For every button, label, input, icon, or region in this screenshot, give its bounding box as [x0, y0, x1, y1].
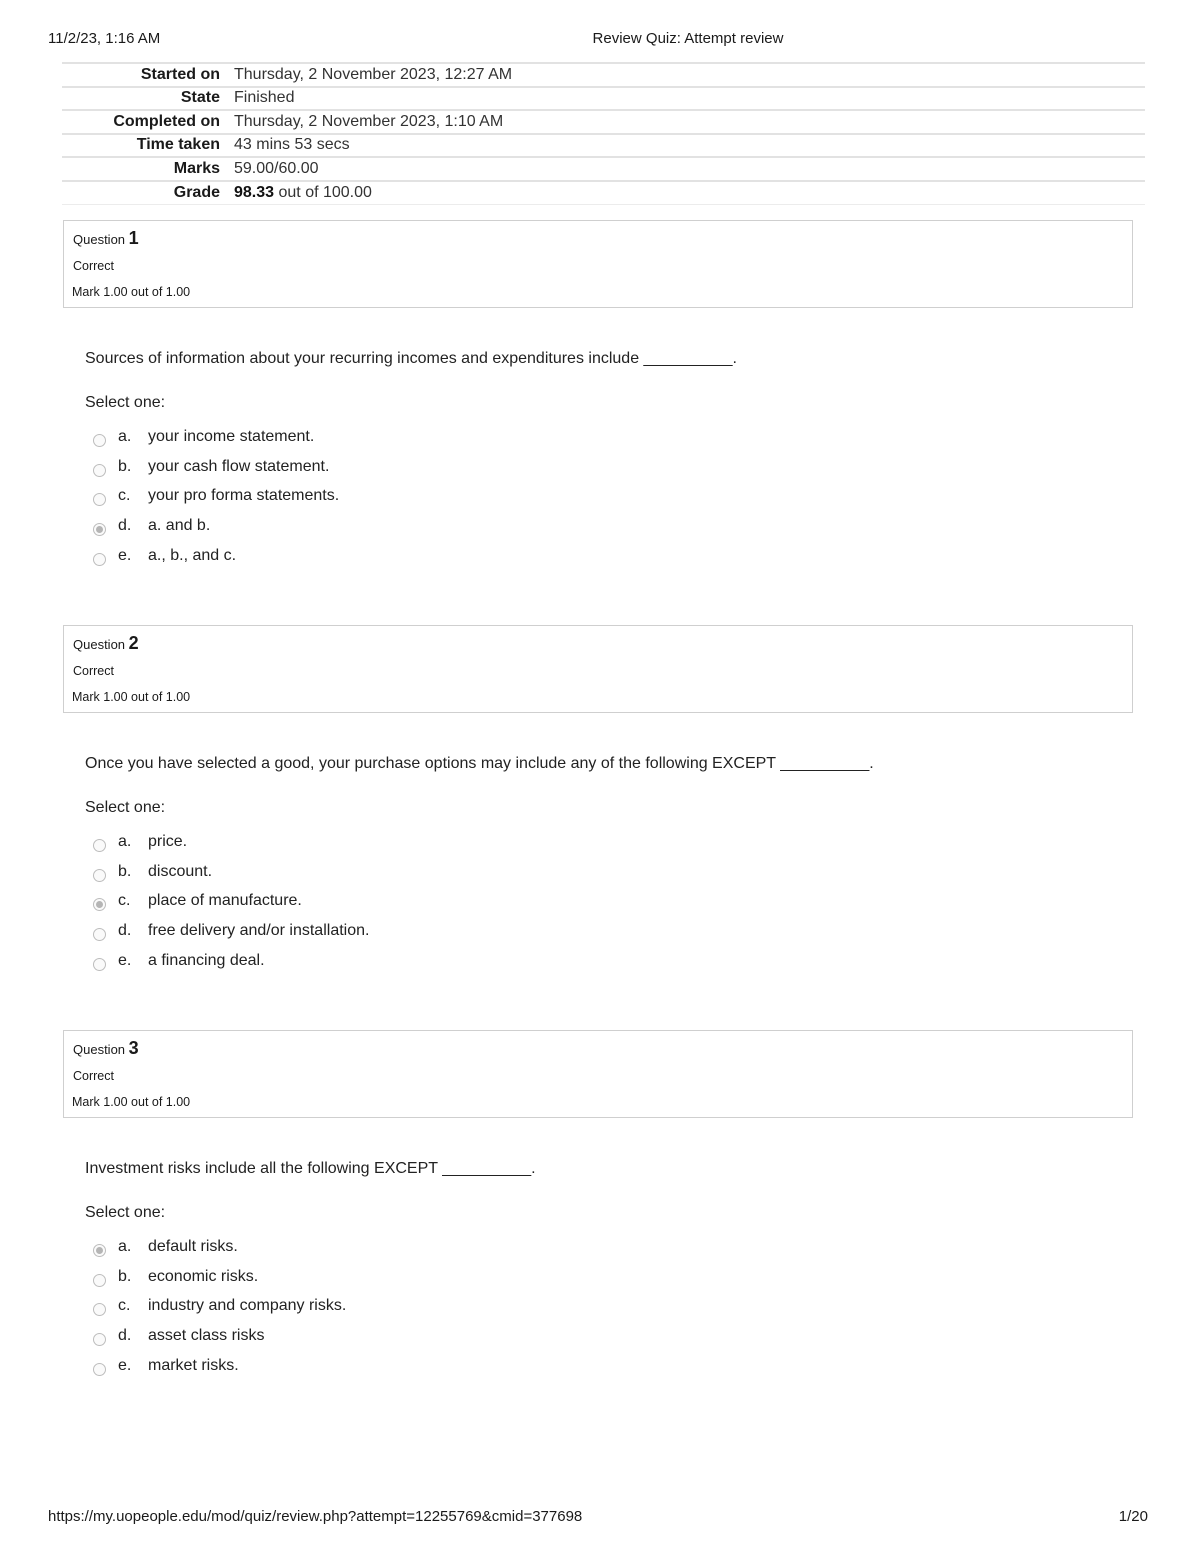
summary-value: Thursday, 2 November 2023, 1:10 AM	[234, 112, 504, 130]
answer-letter: b.	[118, 862, 132, 880]
question-1	[63, 220, 1200, 564]
answer-text: economic risks.	[148, 1267, 259, 1285]
question-state: Correct	[73, 1069, 114, 1083]
print-header	[0, 28, 1200, 50]
question-text: Investment risks include all the following EXCEPT __________.	[85, 1160, 536, 1177]
summary-value: Finished	[234, 89, 295, 107]
answer-letter: a.	[118, 1238, 132, 1255]
question-grade: Mark 1.00 out of 1.00	[72, 285, 191, 299]
radio-button[interactable]	[93, 1303, 106, 1316]
radio-button[interactable]	[93, 839, 106, 852]
radio-button-selected[interactable]	[93, 1244, 106, 1257]
summary-row-state	[62, 87, 1145, 111]
answer-list	[93, 1237, 693, 1385]
answer-text: a financing deal.	[148, 951, 265, 969]
answer-option[interactable]	[93, 486, 693, 516]
radio-button[interactable]	[93, 1274, 106, 1287]
select-prompt: Select one:	[85, 1204, 166, 1221]
answer-option[interactable]	[93, 1237, 693, 1267]
radio-button[interactable]	[93, 434, 106, 447]
radio-button[interactable]	[93, 493, 106, 506]
question-label: Question	[73, 232, 126, 247]
answer-letter: d.	[118, 517, 132, 535]
summary-row-grade	[62, 181, 1145, 205]
select-prompt: Select one:	[85, 394, 166, 411]
summary-label: Grade	[173, 183, 220, 201]
radio-button-selected[interactable]	[93, 523, 106, 536]
radio-button[interactable]	[93, 1333, 106, 1346]
answer-option[interactable]	[93, 457, 693, 487]
answer-option[interactable]	[93, 951, 693, 981]
answer-option[interactable]	[93, 516, 693, 546]
summary-row-time-taken	[62, 134, 1145, 158]
answer-option[interactable]	[93, 1326, 693, 1356]
radio-button[interactable]	[93, 928, 106, 941]
page-title: Review Quiz: Attempt review	[592, 30, 784, 47]
grade-score: 98.33	[234, 183, 275, 201]
summary-row-started	[62, 63, 1145, 87]
answer-text: default risks.	[148, 1238, 238, 1255]
answer-letter: c.	[118, 1297, 131, 1315]
answer-letter: c.	[118, 892, 131, 910]
answer-text: a., b., and c.	[148, 546, 237, 564]
answer-letter: e.	[118, 1356, 132, 1374]
answer-option[interactable]	[93, 862, 693, 892]
question-number	[73, 633, 139, 654]
radio-button[interactable]	[93, 553, 106, 566]
answer-letter: d.	[118, 1327, 132, 1345]
summary-label: Completed on	[113, 112, 220, 130]
summary-value: Thursday, 2 November 2023, 12:27 AM	[234, 65, 513, 83]
question-num: 1	[128, 228, 139, 248]
summary-label: State	[180, 89, 220, 107]
answer-option[interactable]	[93, 1267, 693, 1297]
answer-option[interactable]	[93, 891, 693, 921]
page-number: 1/20	[1118, 1508, 1148, 1525]
answer-option[interactable]	[93, 546, 693, 576]
answer-option[interactable]	[93, 1296, 693, 1326]
answer-option[interactable]	[93, 427, 693, 457]
question-text: Once you have selected a good, your purchase options may include any of the following EXCEPT __________.	[85, 755, 874, 772]
question-num: 2	[128, 633, 139, 653]
select-prompt: Select one:	[85, 799, 166, 816]
page-url: https://my.uopeople.edu/mod/quiz/review.php?attempt=12255769&cmid=377698	[48, 1508, 583, 1525]
question-grade: Mark 1.00 out of 1.00	[72, 1095, 191, 1109]
answer-text: your income statement.	[148, 428, 315, 445]
answer-text: a. and b.	[148, 517, 211, 535]
summary-label: Time taken	[136, 136, 220, 154]
answer-letter: a.	[118, 833, 132, 850]
radio-button[interactable]	[93, 869, 106, 882]
summary-value: 43 mins 53 secs	[234, 136, 350, 154]
answer-option[interactable]	[93, 1356, 693, 1386]
grade-out-of: out of 100.00	[278, 183, 372, 201]
answer-text: place of manufacture.	[148, 892, 302, 910]
answer-text: free delivery and/or installation.	[148, 922, 370, 940]
radio-button[interactable]	[93, 464, 106, 477]
question-info-box	[63, 1030, 1133, 1118]
answer-list	[93, 427, 693, 575]
answer-text: asset class risks	[148, 1327, 265, 1345]
answer-letter: e.	[118, 951, 132, 969]
answer-letter: b.	[118, 1267, 132, 1285]
question-3	[63, 1030, 1200, 1374]
answer-option[interactable]	[93, 921, 693, 951]
question-number	[73, 228, 139, 249]
question-grade: Mark 1.00 out of 1.00	[72, 690, 191, 704]
question-2	[63, 625, 1200, 969]
answer-list	[93, 832, 693, 980]
question-label: Question	[73, 1042, 126, 1057]
print-footer	[0, 1506, 1200, 1528]
radio-button[interactable]	[93, 1363, 106, 1376]
print-date: 11/2/23, 1:16 AM	[48, 30, 161, 47]
question-state: Correct	[73, 664, 114, 678]
summary-row-marks	[62, 157, 1145, 181]
answer-text: industry and company risks.	[148, 1297, 347, 1315]
question-info-box	[63, 625, 1133, 713]
summary-value: 59.00/60.00	[234, 159, 319, 177]
answer-letter: a.	[118, 428, 132, 445]
answer-letter: e.	[118, 546, 132, 564]
answer-text: your pro forma statements.	[148, 487, 340, 505]
summary-label: Marks	[173, 159, 220, 177]
answer-text: market risks.	[148, 1356, 239, 1374]
answer-option[interactable]	[93, 832, 693, 862]
summary-label: Started on	[140, 65, 220, 83]
question-info-box	[63, 220, 1133, 308]
answer-letter: b.	[118, 457, 132, 475]
question-text: Sources of information about your recurring incomes and expenditures include __________.	[85, 350, 737, 367]
answer-letter: c.	[118, 487, 131, 505]
answer-text: price.	[148, 833, 188, 850]
question-state: Correct	[73, 259, 114, 273]
attempt-summary-table	[62, 62, 1145, 205]
summary-value	[234, 181, 1145, 205]
question-num: 3	[128, 1038, 139, 1058]
question-number	[73, 1038, 139, 1059]
summary-row-completed	[62, 110, 1145, 134]
radio-button[interactable]	[93, 958, 106, 971]
question-label: Question	[73, 637, 126, 652]
answer-text: discount.	[148, 862, 213, 880]
answer-letter: d.	[118, 922, 132, 940]
radio-button-selected[interactable]	[93, 898, 106, 911]
answer-text: your cash flow statement.	[148, 457, 330, 475]
